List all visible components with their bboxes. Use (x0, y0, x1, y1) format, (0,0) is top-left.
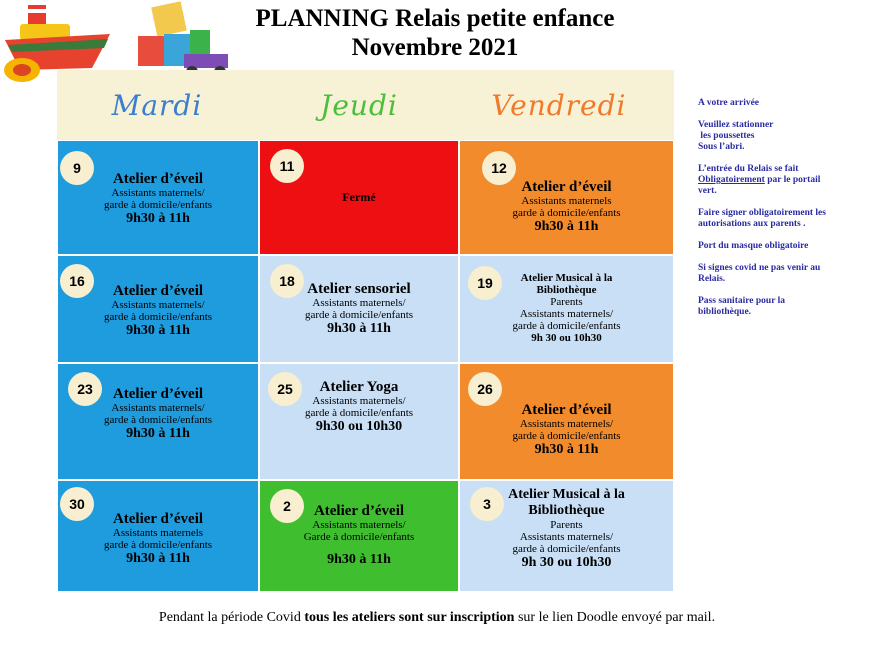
day-cell (259, 480, 459, 592)
activity-title: Atelier d’éveil (112, 511, 204, 527)
day-cell (459, 363, 674, 480)
activity-title-line-1: Atelier Musical à la (508, 487, 625, 502)
day-cell (259, 363, 459, 480)
audience-line-1: Assistants maternels/ (519, 308, 614, 320)
activity-title: Fermé (342, 190, 376, 204)
audience-line-1: Assistants maternels (521, 195, 612, 207)
note-mask: Port du masque obligatoire (698, 241, 809, 251)
date-badge: 12 (482, 151, 516, 185)
day-header-jeudi: Jeudi (320, 88, 398, 122)
audience-line-1: Assistants maternels/ (312, 297, 406, 309)
title-line-1: PLANNING Relais petite enfance (255, 5, 615, 32)
audience-line-2: garde à domicile/enfants (103, 414, 213, 426)
date-badge: 19 (468, 266, 502, 300)
time-slot: 9h30 à 11h (126, 551, 190, 566)
note-authorizations: Faire signer obligatoirement les autorisations aux parents . (698, 208, 826, 229)
time-slot: 9h30 à 11h (126, 211, 190, 226)
schedule-grid (57, 70, 674, 592)
activity-title-line-2: Bibliothèque (528, 503, 605, 518)
time-slot: 9h30 à 11h (126, 323, 190, 338)
day-cell (459, 140, 674, 255)
note-entrance: L’entrée du Relais se fait Obligatoirement par le portail vert. (698, 164, 821, 196)
audience-line-2: garde à domicile/enfants (304, 309, 414, 321)
date-badge: 26 (468, 372, 502, 406)
activity-title: Atelier d’éveil (313, 503, 405, 519)
audience-line-2: garde à domicile/enfants (512, 430, 621, 442)
day-cell (259, 255, 459, 363)
date-badge: 25 (268, 372, 302, 406)
activity-title: Atelier d’éveil (521, 402, 612, 418)
time-slot: 9h30 ou 10h30 (315, 419, 403, 434)
date-badge: 2 (270, 489, 304, 523)
activity-title: Atelier d’éveil (521, 179, 612, 195)
audience-line-1: Assistants maternels/ (111, 187, 205, 199)
day-cell (57, 140, 259, 255)
time-slot: 9h30 à 11h (327, 552, 391, 567)
audience-line-1: Assistants maternels/ (312, 519, 406, 531)
time-slot: 9h 30 ou 10h30 (531, 332, 602, 344)
time-slot: 9h30 à 11h (534, 219, 599, 234)
activity-title: Atelier sensoriel (307, 281, 411, 297)
note-covid: Si signes covid ne pas venir au Relais. (698, 263, 821, 284)
audience-line-2: garde à domicile/enfants (512, 320, 621, 332)
title-line-2: Novembre 2021 (351, 34, 519, 61)
audience-line-1: Assistants maternels/ (312, 395, 406, 407)
day-cell (57, 255, 259, 363)
date-badge: 18 (270, 264, 304, 298)
day-header-vendredi: Vendredi (491, 88, 627, 122)
page-title (200, 4, 670, 62)
day-cell (459, 480, 674, 592)
activity-title: Atelier d’éveil (112, 171, 204, 187)
audience-line-2: garde à domicile/enfants (512, 207, 621, 219)
day-cell (259, 140, 459, 255)
day-header-mardi: Mardi (111, 88, 203, 122)
audience-line-1: Assistants maternels/ (111, 402, 205, 414)
audience-line-1: Assistants maternels (112, 527, 204, 539)
audience-line-2: garde à domicile/enfants (103, 199, 213, 211)
activity-title: Atelier d’éveil (112, 386, 204, 402)
audience-line-2: garde à domicile/enfants (304, 407, 414, 419)
date-badge: 30 (60, 487, 94, 521)
activity-title: Atelier d’éveil (112, 283, 204, 299)
footer-bold: tous les ateliers sont sur inscription (304, 610, 515, 625)
audience-line-1: Assistants maternels/ (111, 299, 205, 311)
audience-line-2: garde à domicile/enfants (512, 543, 621, 555)
note-arrival: A votre arrivée (698, 98, 760, 108)
date-badge: 9 (60, 151, 94, 185)
footer-note: Pendant la période Covid tous les ateliers sont sur inscription sur le lien Doodle envoyé par mail. (158, 610, 716, 625)
audience-line-0: Parents (550, 519, 583, 531)
underlined-word: Obligatoirement (698, 175, 765, 185)
date-badge: 16 (60, 264, 94, 298)
audience-line-2: garde à domicile/enfants (103, 539, 213, 551)
info-notes (698, 98, 868, 329)
time-slot: 9h 30 ou 10h30 (521, 555, 612, 570)
audience-line-1: Assistants maternels/ (519, 531, 614, 543)
time-slot: 9h30 à 11h (126, 426, 190, 441)
time-slot: 9h30 à 11h (534, 442, 599, 457)
day-cell (459, 255, 674, 363)
audience-line-2: Garde à domicile/enfants (303, 531, 415, 543)
time-slot: 9h30 à 11h (327, 321, 391, 336)
activity-title-line-2: Bibliothèque (536, 284, 597, 296)
activity-title: Atelier Yoga (319, 379, 399, 395)
audience-line-1: Assistants maternels/ (519, 418, 614, 430)
date-badge: 3 (470, 487, 504, 521)
audience-line-0: Parents (550, 296, 583, 308)
activity-title-line-1: Atelier Musical à la (520, 272, 613, 284)
day-cell (57, 363, 259, 480)
date-badge: 23 (68, 372, 102, 406)
day-cell (57, 480, 259, 592)
note-pass: Pass sanitaire pour la bibliothèque. (698, 296, 786, 317)
audience-line-2: garde à domicile/enfants (103, 311, 213, 323)
note-strollers: Veuillez stationner les poussettes Sous l’abri. (698, 120, 774, 152)
date-badge: 11 (270, 149, 304, 183)
